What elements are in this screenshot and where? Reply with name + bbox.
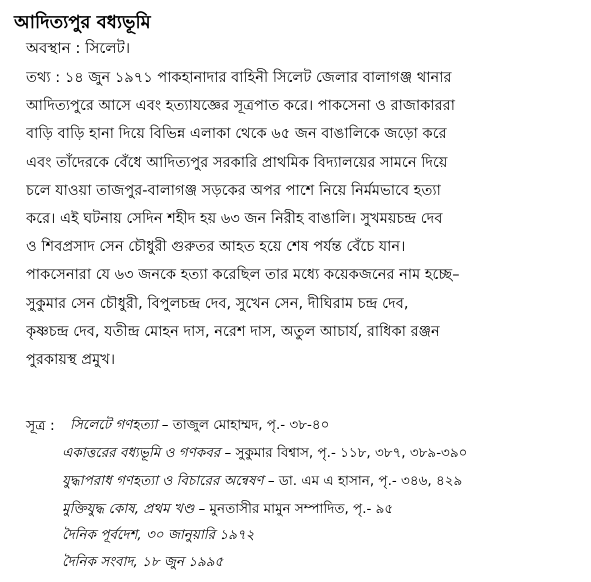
- body-line: ও শিবপ্রসাদ সেন চৌধুরী গুরুতর আহত হয়ে শেষ পর্যন্ত বেঁচে যান।: [26, 238, 406, 256]
- source-detail: ডা. এম এ হাসান, পৃ.- ৩৪৬, ৪২৯: [274, 473, 463, 489]
- source-entry: [62, 498, 393, 521]
- source-entry: [62, 524, 254, 547]
- source-title: সিলেটে গণহত্যা –: [70, 417, 169, 433]
- body-line: কৃষ্ণচন্দ্র দেব, যতীন্দ্র মোহন দাস, নরেশ দাস, অতুল আচার্য, রাধিকা রঞ্জন: [26, 322, 440, 340]
- source-title: একাত্তরের বধ্যভূমি ও গণকবর –: [62, 445, 232, 461]
- source-title: দৈনিক সংবাদ, ১৮ জুন ১৯৯৫: [62, 554, 224, 570]
- body-line: বাড়ি বাড়ি হানা দিয়ে বিভিন্ন এলাকা থেকে ৬৫ জন বাঙালিকে জড়ো করে: [26, 125, 447, 143]
- body-line: আদিত্যপুরে আসে এবং হত্যাযজ্ঞের সূত্রপাত করে। পাকসেনা ও রাজাকাররা: [26, 97, 455, 115]
- source-title: যুদ্ধাপরাধ গণহত্যা ও বিচারের অন্বেষণ –: [62, 473, 275, 489]
- source-entry: [70, 414, 329, 437]
- body-line: পাকসেনারা যে ৬৩ জনকে হত্যা করেছিল তার মধ্যে কয়েকজনের নাম হচ্ছে–: [26, 266, 460, 284]
- sources-label: সূত্র :: [26, 418, 55, 434]
- source-entry: [62, 551, 223, 574]
- source-title: মুক্তিযুদ্ধ কোষ, প্রথম খণ্ড –: [62, 501, 206, 517]
- source-detail: সুকুমার বিশ্বাস, পৃ.- ১১৮, ৩৮৭, ৩৮৯-৩৯০: [231, 445, 468, 461]
- source-detail: মুনতাসীর মামুন সম্পাদিত, পৃ.- ৯৫: [205, 501, 394, 517]
- body-line: চলে যাওয়া তাজপুর-বালাগঞ্জ সড়কের অপর পাশে নিয়ে নির্মমভাবে হত্যা: [26, 181, 441, 199]
- source-entry: [62, 470, 462, 493]
- body-paragraph: [26, 64, 576, 374]
- body-line: করে। এই ঘটনায় সেদিন শহীদ হয় ৬৩ জন নিরীহ বাঙালি। সুখময়চন্দ্র দেব: [26, 209, 443, 227]
- body-line: সুকুমার সেন চৌধুরী, বিপুলচন্দ্র দেব, সুখেন সেন, দীঘিরাম চন্দ্র দেব,: [26, 294, 409, 312]
- source-entry: [62, 442, 467, 465]
- source-title: দৈনিক পূর্বদেশ, ৩০ জানুয়ারি ১৯৭২: [62, 527, 255, 543]
- page-title: আদিত্যপুর বধ্যভূমি: [14, 12, 151, 33]
- body-line: পুরকায়স্থ প্রমুখ।: [26, 350, 116, 368]
- location-line: অবস্থান : সিলেট।: [26, 39, 131, 57]
- body-line: এবং তাঁদেরকে বেঁধে আদিত্যপুর সরকারি প্রাথমিক বিদ্যালয়ের সামনে দিয়ে: [26, 153, 448, 171]
- body-line: তথ্য : ১৪ জুন ১৯৭১ পাকহানাদার বাহিনী সিলেট জেলার বালাগঞ্জ থানার: [26, 69, 452, 86]
- source-detail: তাজুল মোহাম্মদ, পৃ.- ৩৮-৪০: [168, 417, 330, 433]
